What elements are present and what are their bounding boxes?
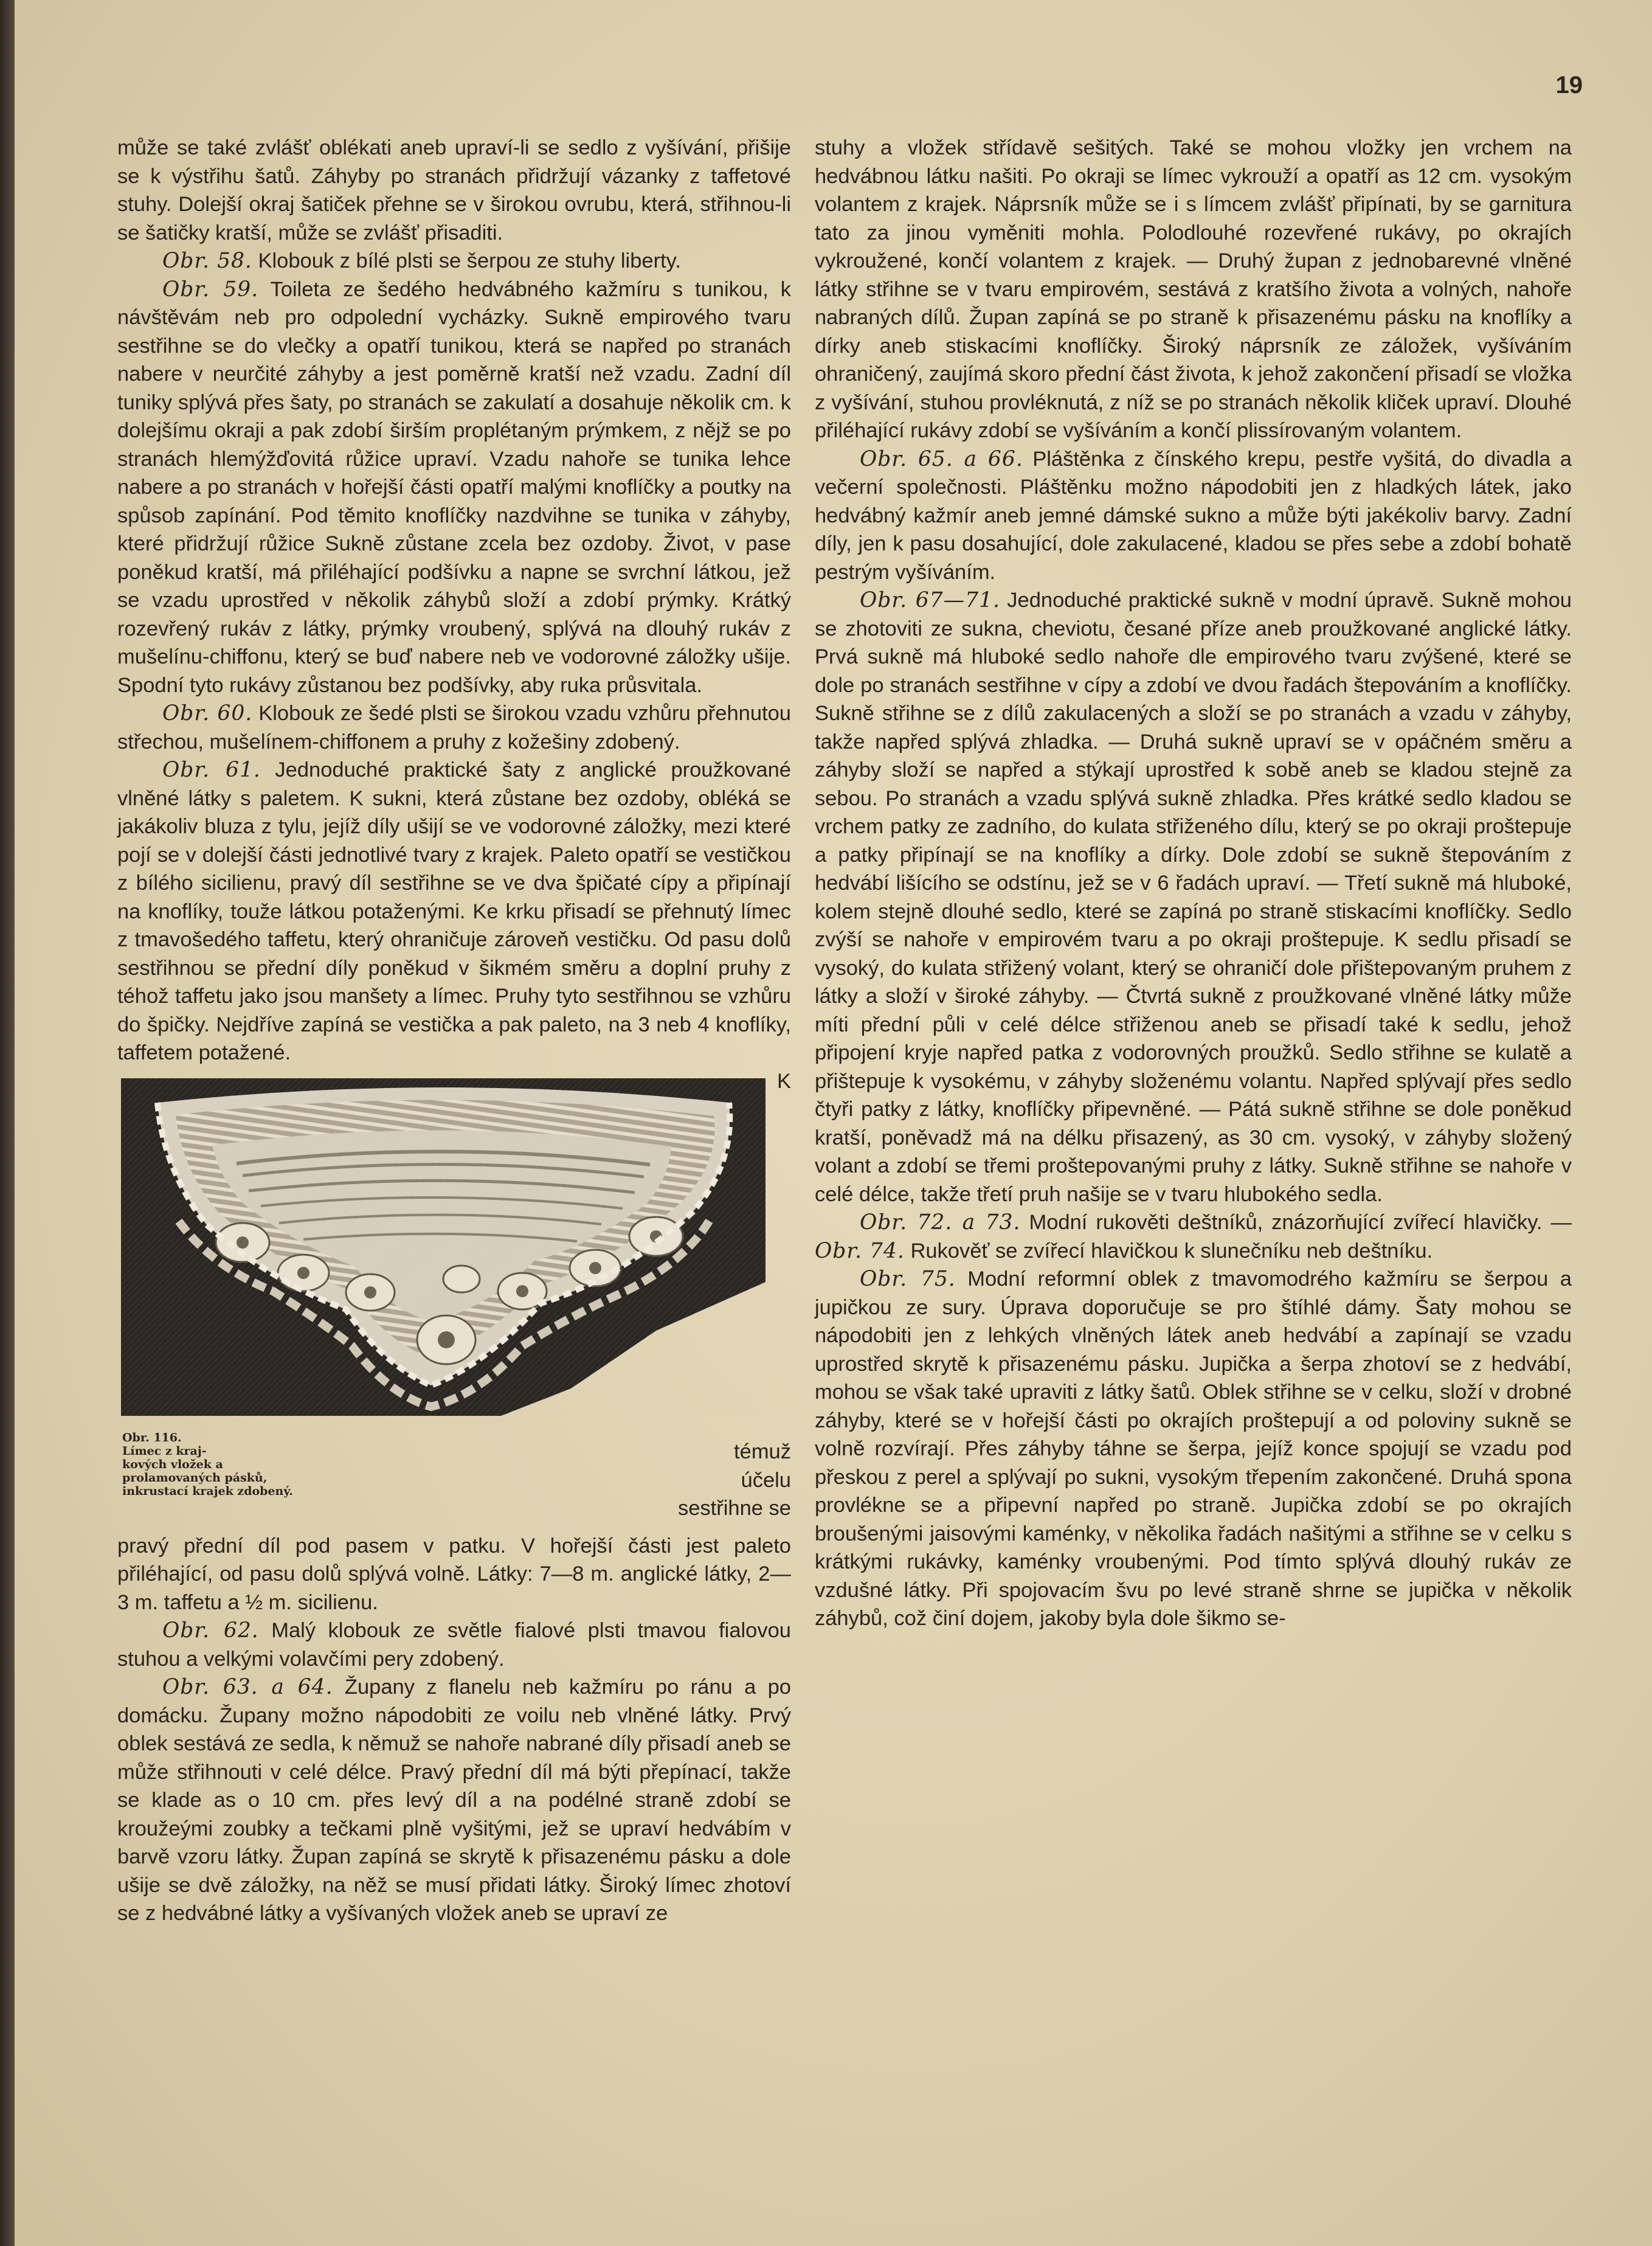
caption-line: kových vložek a bbox=[122, 1457, 223, 1471]
paragraph-text: Toileta ze šedého hedvábného kažmíru s tunikou, k návštěvám neb pro odpolední vycházky. Sukně empirového tvaru sestřihne se do vlečky a opatří tunikou, která se napřed po stranách nabere v neurčité záhyby a jest poměrně kratší než vzadu. Zadní díl tuniky splývá přes šaty, po stranách se zakulatí a dosahuje několik cm. k dolejšímu okraji a pak zdobí širším proplétaným prýmkem, z nějž se po stranách hlemýžďovitá růžice upraví. Vzadu nahoře se tunika lehce nabere a po stranách v hořejší části opatří malými knoflíčky a poutky na spůsob zapínání. Pod těmito knoflíčky nazdvihne se tunika v záhyby, které přidržují růžice Sukně zůstane zcela bez ozdoby. Život, v pase poněkud kratší, má přiléhající podšívku a napne se svrchní látkou, jež se vzadu uprostřed v několik záhybů složí a zdobí prýmky. Krátký rozevřený rukáv z látky, prýmky vroubený, splývá na dlouhý rukáv z mušelínu-chiffonu, který se buď nabere neb ve vodorovné záložky ušije. Spodní tyto rukávy zůstanou bez podšívky, aby ruka průsvitala. bbox=[117, 277, 791, 697]
paragraph bbox=[815, 1265, 1572, 1633]
figure-caption bbox=[122, 1431, 329, 1498]
paragraph-text: Rukověť se zvířecí hlavičkou k slunečníku neb deštníku. bbox=[904, 1239, 1433, 1263]
figure-lace-collar bbox=[117, 1078, 762, 1528]
paragraph-text: Modní rukověti deštníků, znázorňující zvířecí hlavičky. — bbox=[1020, 1211, 1572, 1234]
paragraph: může se také zvlášť oblékati aneb upraví-li se sedlo z vyšívání, přišije se k výstřihu šatů. Záhyby po stranách přidržují vázanky z taffetové stuhy. Dolejší okraj šatiček přehne se v širokou ovrubu, která, střihnou-li se šatičky kratší, může se zvlášť přisaditi. bbox=[117, 136, 791, 244]
figure-reference: Obr. 60. bbox=[162, 701, 253, 726]
paragraph-text: Malý klobouk ze světle fialové plsti tmavou fialovou stuhou a velkými volavčími pery zdobený. bbox=[117, 1619, 791, 1671]
figure-reference: Obr. 62. bbox=[162, 1618, 259, 1643]
book-binding bbox=[0, 0, 15, 2246]
paragraph: pravý přední díl pod pasem v patku. V hořejší části jest paleto přiléhající, od pasu dolů splývá volně. Látky: 7—8 m. anglické látky, 2—3 m. taffetu a ½ m. sicilienu. bbox=[117, 1534, 791, 1614]
figure-reference: Obr. 65. a 66. bbox=[860, 446, 1023, 471]
figure-reference: Obr. 75. bbox=[860, 1267, 956, 1291]
left-column bbox=[117, 134, 791, 1928]
paragraph bbox=[815, 1208, 1572, 1265]
right-column bbox=[815, 134, 1572, 1633]
figure-reference: Obr. 67—71. bbox=[860, 588, 1000, 612]
paragraph-text: Župany z flanelu neb kažmíru po ránu a po domácku. Župany možno nápodobiti ze voilu neb vlněné látky. Prvý oblek sestává ze sedla, k němuž se nahoře nabrané díly přisadí aneb se může střihnouti v celé délce. Pravý přední díl má býti přepínací, takže se klade as o 10 cm. přes levý díl a na podélné straně zdobí se kroužeými zoubky a tečkami plně vyšitými, jež se upraví hedvábím v barvě vzoru látky. Župan zapíná se skrytě k přisazenému pásku a dole ušije se dvě záložky, na něž se musí přidati látky. Široký límec zhotoví se z hedvábné látky a vyšívaných vložek aneb se upraví ze bbox=[117, 1676, 791, 1925]
paragraph bbox=[815, 586, 1572, 1208]
paragraph bbox=[117, 276, 791, 700]
paragraph bbox=[117, 756, 791, 1067]
figure-reference: Obr. 63. a 64. bbox=[162, 1675, 333, 1699]
paragraph: K témuž účelu sestřihne se bbox=[677, 1069, 791, 1520]
paragraph-text: Klobouk ze šedé plsti se širokou vzadu vzhůru přehnutou střechou, mušelínem-chiffonem a pruhy z kožešiny zdobený. bbox=[117, 702, 791, 754]
paragraph bbox=[117, 247, 791, 276]
paragraph bbox=[815, 445, 1572, 587]
figure-reference: Obr. 59. bbox=[162, 277, 259, 302]
lace-collar-illustration bbox=[121, 1078, 766, 1416]
paragraph-text: Klobouk z bílé plsti se šerpou ze stuhy liberty. bbox=[252, 249, 681, 272]
paragraph bbox=[117, 699, 791, 756]
caption-line: Obr. 116. bbox=[122, 1430, 182, 1444]
caption-line: inkrustací krajek zdobený. bbox=[122, 1484, 293, 1498]
caption-line: Límec z kraj- bbox=[122, 1444, 207, 1458]
page-number: 19 bbox=[1555, 72, 1583, 99]
caption-line: prolamovaných pásků, bbox=[122, 1471, 268, 1485]
figure-reference: Obr. 61. bbox=[162, 758, 261, 782]
paragraph-text: Jednoduché praktické šaty z anglické proužkované vlněné látky s paletem. K sukni, která zůstane bez ozdoby, obléká se jakákoliv bluza z tylu, jejíž díly ušijí se ve vodorovné záložky, mezi které pojí se v dolejší části jednotlivé tvary z krajek. Paleto opatří se vestičkou z bílého sicilienu, pravý díl sestřihne se ve dva špičaté cípy a připínají na knoflíky, touže látkou potaženými. Ke krku přisadí se přehnutý límec z tmavošedého taffetu, který ohraničuje zároveň vestičku. Od pasu dolů sestřihnou se přední díly poněkud v šikmém směru a doplní pruhy z téhož taffetu jako jsou manšety a límec. Pruhy tyto sestřihnou se vzhůru do špičky. Nejdříve zapíná se vestička a pak paleto, na 3 neb 4 knoflíky, taffetem potažené. bbox=[117, 758, 791, 1064]
figure-reference: Obr. 72. a 73. bbox=[860, 1210, 1021, 1235]
paragraph-text: Modní reformní oblek z tmavomodrého kažmíru se šerpou a jupičkou ze sury. Úprava doporučuje se pro štíhlé dámy. Šaty mohou se nápodobiti jen z lehkých vlněných látek aneb hedvábí a zapínají se vzadu uprostřed skrytě k přisazenému pásku. Jupička a šerpa zhotoví se z hedvábí, mohou se však také upraviti z látky šatů. Oblek střihne se v celku, složí v drobné záhyby, které se v hořejší části po okrajích proštepují a od poloviny sukně se volně rozvírají. Přes záhyby táhne se šerpa, jejíž konce spojují se vzadu pod přeskou z perel a splývají po sukni, vysokým třepením zakončené. Druhá spona provlékne se a připevní napřed po straně. Jupička zdobí se po okrajích broušenými jaisovými kaménky, v několika řadách našitými a střihne se v celku s krátkými rukávky, kaménky vroubenými. Pod tímto splývá dlouhý rukáv ze vzdušné látky. Při spojovacím švu po levé straně shrne se jupička v několik záhybů, což činí dojem, jakoby byla dole šikmo se- bbox=[815, 1267, 1572, 1630]
paragraph bbox=[117, 1617, 791, 1673]
figure-reference: Obr. 58. bbox=[162, 249, 252, 273]
paragraph: stuhy a vložek střídavě sešitých. Také se mohou vložky jen vrchem na hedvábnou látku našiti. Po okraji se límec vykrouží a opatří as 12 cm. vysokým volantem z krajek. Náprsník může se i s límcem zvlášť připínati, by se garnitura tato za jinou vyměniti mohla. Polodlouhé rozevřené rukávy, po okrajích vykroužené, končí volantem z krajek. — Druhý župan z jednobarevné vlněné látky střihne se v tvaru empirovém, sestává z kratšího života a volných, nahoře nabraných dílů. Župan zapíná se po straně k přisazenému pásku na knoflíky a dírky aneb stiskacími knoflíčky. Široký náprsník ze záložek, vyšíváním ohraničený, zaujímá skoro přední část života, k jehož zakončení přisadí se vložka z vyšívání, stuhou provléknutá, z níž se po stranách několik kliček upraví. Dlouhé přiléhající rukávy zdobí se vyšíváním a končí plissírovaným volantem. bbox=[815, 136, 1572, 442]
paragraph-text: Jednoduché praktické sukně v modní úpravě. Sukně mohou se zhotoviti ze sukna, cheviotu, česané příze aneb proužkované anglické látky. Prvá sukně má hluboké sedlo nahoře dle empirového tvaru zvýšené, které se dole po stranách sestřihne v cípy a zdobí ve dvou řadách štepováním a knoflíčky. Sukně střihne se z dílů zakulacených a složí se po stranách a vzadu v záhyby, takže napřed splývá zhladka. — Druhá sukně upraví se v opáčném směru a záhyby složí se napřed a stýkají uprostřed k sobě aneb se kladou stejně za sebou. Po stranách a vzadu splývá sukně zhladka. Přes krátké sedlo kladou se vrchem patky ze zadního, do kulata střiženého dílu, který se po okraji proštepuje a patky připínají se na knoflíky a dírky. Dole zdobí se sukně štepováním z hedvábí lišícího se odstínu, jež se v 6 řadách upraví. — Třetí sukně má hluboké, kolem stejně dlouhé sedlo, které se zapíná po straně stiskacími knoflíčky. Sedlo zvýší se nahoře v empirovém tvaru a po okraji proštepuje. K sedlu přisadí se vysoký, do kulata střižený volant, který se ohraničí dole přištepovaným pruhem z látky a složí v široké záhyby. — Čtvrtá sukně z proužkované vlněné látky může míti přední půli v celé délce střiženou aneb se přisadí také k sedlu, jehož připojení kryje napřed patka z vodorovných proužků. Sedlo střihne se kulatě a přištepuje k vysokému, v záhyby složenému volantu. Napřed splývají přes sedlo čtyři patky z látky, knoflíčky připevněné. — Pátá sukně střihne se dole poněkud kratší, poněvadž má na délku přisazený, as 30 cm. vysoký, v záhyby složený volant a zdobí se třemi proštepovanými pruhy z látky. Sukně střihne se nahoře v celé délce, takže třetí pruh našije se v tvaru hlubokého sedla. bbox=[815, 589, 1572, 1206]
figure-reference: Obr. 74. bbox=[815, 1238, 905, 1263]
paragraph-text: Pláštěnka z čínského krepu, pestře vyšitá, do divadla a večerní společnosti. Pláštěnku možno nápodobiti jen z hladkých látek, jako hedvábný kažmír aneb jemné dámské sukno a může býti jakékoliv barvy. Zadní díly, jen k pasu dosahující, dole zakulacené, kladou se přes sebe a zdobí bohatě pestrým vyšíváním. bbox=[815, 447, 1572, 584]
paragraph bbox=[117, 1673, 791, 1928]
